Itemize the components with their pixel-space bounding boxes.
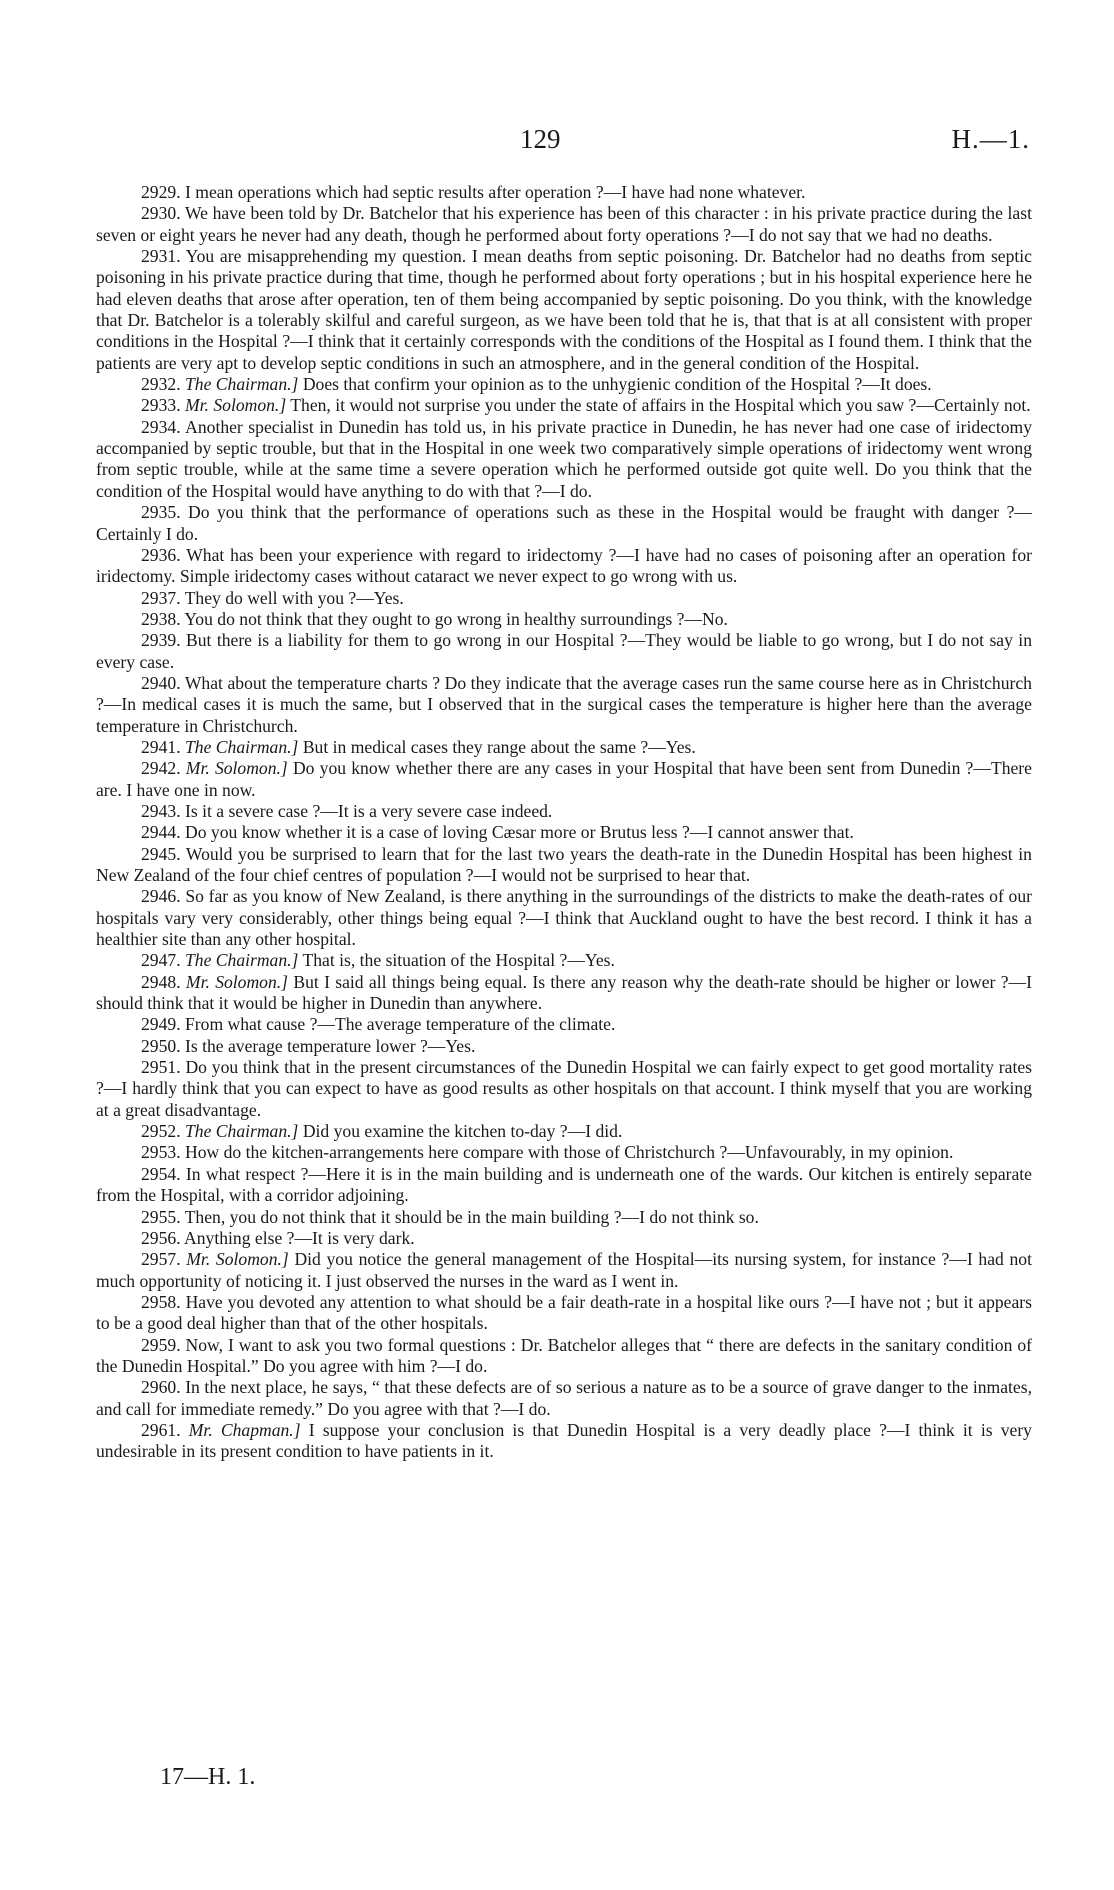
question-number: 2949. [141, 1014, 181, 1035]
question-paragraph [96, 737, 1032, 758]
question-number: 2947. [141, 950, 181, 971]
question-number: 2954. [141, 1163, 181, 1184]
speaker-label: Mr. Solomon.] [186, 1249, 289, 1270]
speaker-label: Mr. Solomon.] [185, 971, 289, 992]
question-text: Do you know whether it is a case of loving Cæsar more or Brutus less ?—I cannot answer that. [185, 822, 854, 843]
question-paragraph [96, 1036, 1032, 1057]
question-number: 2938. [141, 608, 181, 629]
question-text: Would you be surprised to learn that for the last two years the death-rate in the Dunedin Hospital has been highest in New Zealand of the four chief centres of population ?—I would not be surprised to hear that. [96, 843, 1032, 885]
question-number: 2934. [141, 416, 181, 437]
question-text: Then, you do not think that it should be in the main building ?—I do not think so. [184, 1206, 759, 1227]
question-number: 2952. [141, 1121, 181, 1142]
question-text: So far as you know of New Zealand, is there anything in the surroundings of the districts to make the death-rates of our hospitals vary very considerably, other things being equal ?—I think that Auckland ought to have the best record. I think it has a healthier site than any other hospital. [96, 886, 1032, 950]
question-paragraph [96, 588, 1032, 609]
speaker-label: Mr. Solomon.] [185, 758, 288, 779]
question-text: Does that confirm your opinion as to the unhygienic condition of the Hospital ?—It does. [302, 374, 932, 395]
question-number: 2943. [141, 800, 181, 821]
question-text: Then, it would not surprise you under the state of affairs in the Hospital which you saw ?—Certainly not. [290, 395, 1031, 416]
question-number: 2960. [141, 1377, 181, 1398]
question-number: 2958. [141, 1291, 181, 1312]
question-text: Do you think that in the present circumstances of the Dunedin Hospital we can fairly expect to get good mortality rates ?—I hardly think that you can expect to have as good results as other hospitals on that account. I think myself that you are working at a great disadvantage. [96, 1057, 1032, 1120]
question-text: Did you examine the kitchen to-day ?—I did. [302, 1121, 623, 1142]
question-text: You do not think that they ought to go wrong in healthy surroundings ?—No. [184, 608, 728, 629]
question-paragraph [96, 1164, 1032, 1207]
question-text: Did you notice the general management of the Hospital—its nursing system, for instance ?—I had not much opportunity of noticing it. I just observed the nurses in the ward as I went in. [96, 1249, 1032, 1291]
question-paragraph [96, 1292, 1032, 1335]
question-text: You are misapprehending my question. I mean deaths from septic poisoning. Dr. Batchelor had no deaths from septic poisoning in his private practice during that time, though he performed about forty operations ; but in his hospital experience here he had eleven deaths that arose after operation, ten of them being accompanied by septic poisoning. Do you think, with the knowledge that Dr. Batchelor is a tolerably skilful and careful surgeon, as we have been told that he is, that that is at all consistent with proper conditions in the Hospital ?—I think that it certainly corresponds with the conditions of the Hospital as I found them. I think that the patients are very apt to develop septic conditions in such an atmosphere, and in the general condition of the Hospital. [96, 246, 1032, 373]
question-text: From what cause ?—The average temperature of the climate. [185, 1014, 616, 1035]
question-text: Another specialist in Dunedin has told us, in his private practice in Dunedin, he has never had one case of iridectomy accompanied by septic trouble, but that in the Hospital in one week two comparatively simple operations of iridectomy went wrong from septic trouble, while at the same time a severe operation which he performed outside got quite well. Do you think that the condition of the Hospital would have anything to do with that ?—I do. [96, 416, 1032, 501]
speaker-label: Mr. Chapman.] [188, 1419, 301, 1440]
question-text: But in medical cases they range about the same ?—Yes. [302, 736, 696, 757]
question-paragraph [96, 609, 1032, 630]
document-code: H.—1. [951, 124, 1030, 154]
printer-signature: 17—H. 1. [160, 1764, 256, 1790]
question-number: 2948. [141, 971, 181, 992]
question-number: 2956. [141, 1227, 181, 1248]
question-number: 2961. [141, 1419, 181, 1440]
question-number: 2939. [141, 630, 181, 651]
speaker-label: The Chairman.] [185, 374, 299, 395]
question-number: 2951. [141, 1057, 181, 1078]
question-paragraph [96, 630, 1032, 673]
question-number: 2942. [141, 758, 181, 779]
speaker-label: Mr. Solomon.] [185, 395, 287, 416]
question-paragraph [96, 1377, 1032, 1420]
question-text: Anything else ?—It is very dark. [184, 1227, 415, 1248]
question-paragraph [96, 1142, 1032, 1163]
question-number: 2946. [141, 886, 181, 907]
speaker-label: The Chairman.] [185, 1121, 299, 1142]
question-text: Is it a severe case ?—It is a very severe case indeed. [185, 800, 553, 821]
question-text: What has been your experience with regard to iridectomy ?—I have had no cases of poisoning after an operation for iridectomy. Simple iridectomy cases without cataract we never expect to go wrong with us. [96, 544, 1032, 587]
question-paragraph [96, 822, 1032, 843]
question-number: 2929. [141, 182, 181, 202]
question-number: 2944. [141, 822, 181, 843]
question-text: How do the kitchen-arrangements here compare with those of Christchurch ?—Unfavourably, in my opinion. [185, 1142, 954, 1163]
question-text: But there is a liability for them to go wrong in our Hospital ?—They would be liable to go wrong, but I do not say in every case. [96, 630, 1032, 672]
page-number: 129 [520, 124, 561, 154]
question-text: I mean operations which had septic results after operation ?—I have had none whatever. [185, 182, 806, 202]
question-paragraph [96, 395, 1032, 416]
question-paragraph [96, 1249, 1032, 1292]
question-number: 2931. [141, 246, 181, 267]
question-paragraph [96, 417, 1032, 502]
question-number: 2940. [141, 672, 181, 693]
question-paragraph [96, 844, 1032, 887]
question-text: I suppose your conclusion is that Dunedin Hospital is a very deadly place ?—I think it is very undesirable in its present condition to have patients in it. [96, 1419, 1032, 1462]
question-text: We have been told by Dr. Batchelor that his experience has been of this character : in his private practice during the last seven or eight years he never had any death, though he performed about forty operations ?—I do not say that we had no deaths. [96, 203, 1032, 245]
question-paragraph [96, 801, 1032, 822]
page-header [0, 124, 1114, 160]
question-paragraph [96, 758, 1032, 801]
question-paragraph [96, 950, 1032, 971]
question-text: What about the temperature charts ? Do they indicate that the average cases run the same course here as in Christchurch ?—In medical cases it is much the same, but I observed that in the surgical cases the temperature is higher here than the average temperature in Christchurch. [96, 672, 1032, 736]
question-number: 2937. [141, 587, 181, 608]
question-paragraph [96, 673, 1032, 737]
question-text: They do well with you ?—Yes. [184, 587, 404, 608]
question-number: 2936. [141, 544, 181, 565]
question-text: Is the average temperature lower ?—Yes. [185, 1035, 476, 1056]
question-paragraph [96, 502, 1032, 545]
question-text: Now, I want to ask you two formal questions : Dr. Batchelor alleges that “ there are defects in the sanitary condition of the Dunedin Hospital.” Do you agree with him ?—I do. [96, 1334, 1032, 1376]
question-text: But I said all things being equal. Is there any reason why the death-rate should be higher or lower ?—I should think that it would be higher in Dunedin than anywhere. [96, 971, 1032, 1014]
question-paragraph [96, 886, 1032, 950]
question-paragraph [96, 182, 1032, 203]
speaker-label: The Chairman.] [185, 950, 299, 971]
question-text: Do you know whether there are any cases in your Hospital that have been sent from Dunedin ?—There are. I have one in now. [96, 758, 1032, 800]
question-text: In what respect ?—Here it is in the main building and is underneath one of the wards. Our kitchen is entirely separate from the Hospital, with a corridor adjoining. [96, 1163, 1032, 1206]
question-text: Do you think that the performance of operations such as these in the Hospital would be fraught with danger ?—Certainly I do. [96, 502, 1032, 544]
question-paragraph [96, 1420, 1032, 1463]
question-number: 2945. [141, 843, 181, 864]
question-number: 2950. [141, 1035, 181, 1056]
question-number: 2959. [141, 1334, 181, 1355]
question-paragraph [96, 1121, 1032, 1142]
question-number: 2941. [141, 736, 181, 757]
question-paragraph [96, 1228, 1032, 1249]
question-number: 2933. [141, 395, 181, 416]
question-paragraph [96, 246, 1032, 374]
question-number: 2932. [141, 374, 181, 395]
question-number: 2957. [141, 1249, 181, 1270]
question-paragraph [96, 203, 1032, 246]
question-text: That is, the situation of the Hospital ?—Yes. [302, 950, 615, 971]
question-paragraph [96, 972, 1032, 1015]
question-paragraph [96, 374, 1032, 395]
question-paragraph [96, 1014, 1032, 1035]
question-paragraph [96, 545, 1032, 588]
question-paragraph [96, 1207, 1032, 1228]
speaker-label: The Chairman.] [185, 736, 299, 757]
question-number: 2930. [141, 203, 181, 224]
question-number: 2953. [141, 1142, 181, 1163]
question-paragraph [96, 1057, 1032, 1121]
question-number: 2955. [141, 1206, 181, 1227]
evidence-body [96, 182, 1032, 1463]
question-number: 2935. [141, 502, 181, 523]
question-paragraph [96, 1335, 1032, 1378]
question-text: Have you devoted any attention to what should be a fair death-rate in a hospital like ours ?—I have not ; but it appears to be a good deal higher than that of the other hospitals. [96, 1291, 1032, 1334]
question-text: In the next place, he says, “ that these defects are of so serious a nature as to be a source of grave danger to the inmates, and call for immediate remedy.” Do you agree with that ?—I do. [96, 1377, 1032, 1419]
